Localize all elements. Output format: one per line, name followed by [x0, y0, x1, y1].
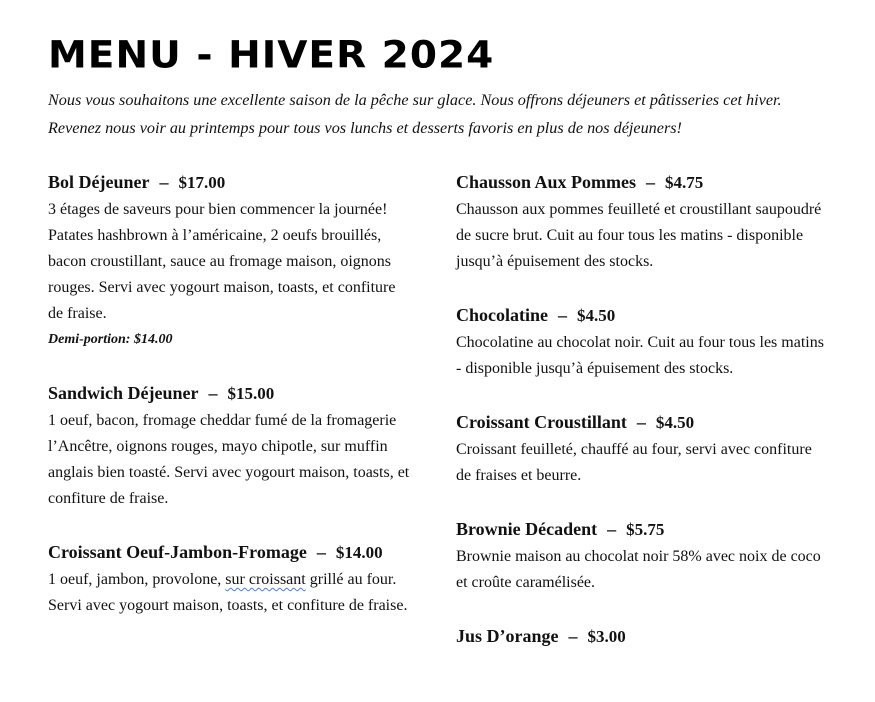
- item-price: $5.75: [626, 520, 665, 539]
- item-heading: [48, 538, 414, 567]
- item-name: Sandwich Déjeuner: [48, 383, 199, 403]
- item-heading: [456, 622, 826, 651]
- menu-item-croissant-oeuf-jambon-fromage: [48, 538, 414, 619]
- menu-item-sandwich-dejeuner: [48, 379, 414, 512]
- item-separator: –: [646, 172, 656, 192]
- item-heading: [456, 301, 826, 330]
- item-description: Brownie maison au chocolat noir 58% avec noix de coco et croûte caramélisée.: [456, 548, 821, 591]
- item-name: Brownie Décadent: [456, 519, 598, 539]
- item-note: Demi-portion: $14.00: [48, 332, 173, 347]
- item-description: Croissant feuilleté, chauffé au four, servi avec confiture de fraises et beurre.: [456, 441, 812, 484]
- item-description: Chausson aux pommes feuilleté et croustillant saupoudré de sucre brut. Cuit au four tous les matins - disponible jusqu’à épuisement des stocks.: [456, 201, 822, 270]
- item-description: 1 oeuf, bacon, fromage cheddar fumé de la fromagerie l’Ancêtre, oignons rouges, mayo chipotle, sur muffin anglais bien toasté. Servi avec yogourt maison, toasts, et confiture de fraise.: [48, 412, 410, 507]
- item-separator: –: [636, 412, 646, 432]
- menu-item-croissant-croustillant: [456, 408, 826, 489]
- item-heading: [456, 408, 826, 437]
- left-column: [48, 168, 414, 645]
- description-part: grillé au four. Servi avec yogourt maison, toasts, et confiture de fraise.: [48, 571, 408, 614]
- item-separator: –: [607, 519, 617, 539]
- menu-item-jus-dorange: [456, 622, 826, 651]
- item-price: $15.00: [227, 384, 275, 403]
- item-separator: –: [316, 542, 326, 562]
- item-heading: [456, 515, 826, 544]
- intro-line-2: Revenez nous voir au printemps pour tous vos lunchs et desserts favoris en plus de nos déjeuners!: [48, 119, 682, 137]
- item-description: 3 étages de saveurs pour bien commencer la journée! Patates hashbrown à l’américaine, 2 oeufs brouillés, bacon croustillant, sauce au fromage maison, oignons rouges. Servi avec yogourt maison, toasts, et confiture de fraise.: [48, 201, 396, 322]
- page-title: MENU - HIVER 2024: [48, 34, 495, 77]
- item-description: Chocolatine au chocolat noir. Cuit au four tous les matins - disponible jusqu’à épuisement des stocks.: [456, 334, 824, 377]
- item-separator: –: [159, 172, 169, 192]
- right-column: [456, 168, 826, 677]
- item-price: $4.75: [665, 173, 704, 192]
- item-name: Jus D’orange: [456, 626, 559, 646]
- item-heading: [48, 168, 414, 197]
- menu-document: [48, 34, 838, 646]
- item-name: Bol Déjeuner: [48, 172, 150, 192]
- item-price: $17.00: [178, 173, 226, 192]
- item-description: [48, 567, 414, 619]
- item-separator: –: [568, 626, 578, 646]
- item-heading: [456, 168, 826, 197]
- item-separator: –: [208, 383, 218, 403]
- item-price: $3.00: [587, 627, 626, 646]
- intro-line-1: Nous vous souhaitons une excellente saison de la pêche sur glace. Nous offrons déjeuners et pâtisseries cet hiver.: [48, 91, 782, 109]
- intro-text: [48, 86, 838, 142]
- menu-item-bol-dejeuner: [48, 168, 414, 353]
- item-price: $4.50: [577, 306, 616, 325]
- item-price: $4.50: [655, 413, 695, 432]
- spellcheck-underlined-text[interactable]: sur croissant: [225, 571, 306, 588]
- item-name: Chocolatine: [456, 305, 548, 325]
- menu-item-brownie-decadent: [456, 515, 826, 596]
- menu-item-chocolatine: [456, 301, 826, 382]
- description-part: 1 oeuf, jambon, provolone,: [48, 571, 222, 588]
- item-separator: –: [558, 305, 567, 325]
- item-price: $14.00: [335, 543, 383, 562]
- item-heading: [48, 379, 414, 408]
- item-name: Croissant Croustillant: [456, 412, 627, 432]
- item-name: Chausson Aux Pommes: [456, 172, 637, 192]
- item-name: Croissant Oeuf-Jambon-Fromage: [48, 542, 307, 562]
- menu-item-chausson-aux-pommes: [456, 168, 826, 275]
